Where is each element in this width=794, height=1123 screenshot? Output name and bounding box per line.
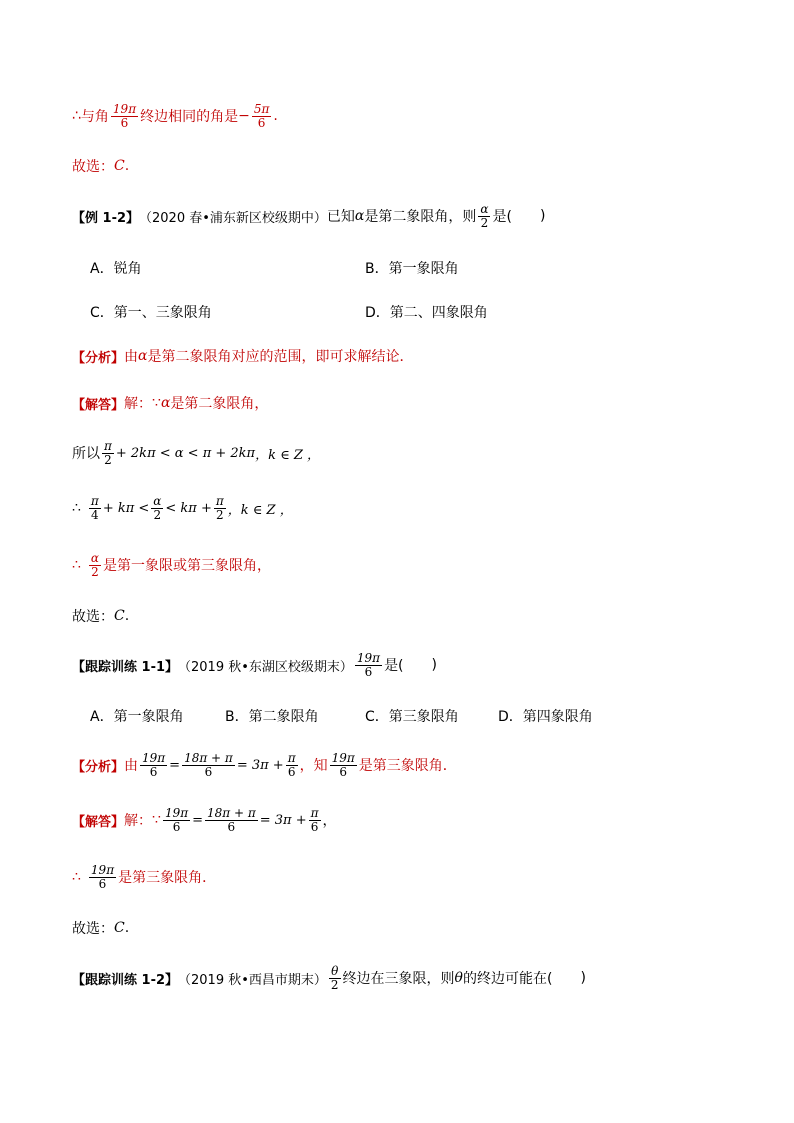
fraction-numerator: π	[215, 493, 224, 508]
fraction	[330, 752, 357, 779]
text: 是第二象限角，	[170, 396, 269, 412]
example-1-2-question	[72, 196, 545, 236]
fraction-denominator: 2	[330, 977, 339, 992]
fraction	[252, 103, 272, 130]
fraction-numerator: 18π + π	[184, 750, 233, 765]
answer-label: 故选：	[72, 921, 114, 937]
answer-value: C	[114, 920, 125, 936]
fraction-denominator: 6	[310, 819, 319, 834]
text: )	[539, 208, 546, 224]
answer-value: C	[114, 158, 125, 174]
text: 是(	[384, 658, 404, 674]
text: 由	[124, 758, 139, 774]
fraction	[329, 965, 341, 992]
answer-line-1	[72, 146, 129, 186]
fraction-numerator: π	[104, 438, 112, 453]
because-symbol: ∵	[152, 812, 161, 828]
fraction-numerator: 18π + π	[207, 805, 256, 820]
fraction-numerator: 19π	[142, 750, 166, 765]
question-source: （2020 春•浦东新区校级期中）	[139, 210, 327, 226]
expression: = 3π +	[259, 812, 307, 828]
fraction-numerator: α	[480, 201, 489, 216]
question-source: （2019 秋•东湖区校级期末）	[178, 659, 353, 675]
solution-step-2	[72, 488, 293, 528]
fraction	[111, 103, 138, 130]
fraction-denominator: 6	[149, 764, 158, 779]
text: 终边在三象限，则	[342, 971, 455, 987]
example-tag: 【例 1-2】	[72, 210, 140, 226]
answer-label: 故选：	[72, 159, 114, 175]
training-1-1-question	[72, 645, 437, 685]
fraction	[89, 864, 116, 891]
text: 是第二象限角对应的范围，即可求解结论．	[147, 349, 414, 365]
fraction-numerator: 19π	[331, 750, 355, 765]
training-tag: 【跟踪训练 1-1】	[72, 659, 179, 675]
text: 由	[124, 349, 139, 365]
option-c	[90, 300, 212, 324]
fraction-numerator: 5π	[253, 101, 270, 116]
minus-sign: −	[238, 108, 250, 124]
fraction	[102, 440, 114, 467]
text: ，k ∈ Z ，	[255, 447, 321, 463]
analysis-tag: 【分析】	[72, 350, 125, 366]
option-d	[365, 300, 488, 324]
analysis-line-2	[72, 745, 457, 785]
option-a	[90, 704, 184, 728]
alpha-symbol: α	[160, 395, 171, 411]
inequality: < kπ +	[165, 500, 212, 516]
option-label: D．第二、四象限角	[365, 305, 488, 321]
option-a	[90, 256, 142, 280]
fraction-denominator: 6	[172, 819, 181, 834]
fraction	[89, 552, 101, 579]
fraction-numerator: 19π	[356, 650, 381, 665]
option-b	[225, 704, 319, 728]
fraction	[478, 203, 490, 230]
text: )	[431, 657, 437, 673]
fraction	[355, 652, 382, 679]
question-source: （2019 秋•西昌市期末）	[178, 972, 327, 988]
text: .	[124, 608, 130, 624]
alpha-symbol: α	[138, 348, 148, 364]
fraction-numerator: α	[153, 493, 162, 508]
fraction-numerator: π	[310, 805, 319, 820]
analysis-tag: 【分析】	[72, 759, 125, 775]
text: 解：	[124, 396, 153, 412]
answer-label: 故选：	[72, 609, 114, 625]
option-c	[365, 704, 459, 728]
text: .	[124, 158, 130, 174]
fraction-denominator: 6	[287, 764, 296, 779]
fraction-denominator: 6	[120, 115, 129, 130]
text: .	[273, 108, 278, 124]
text: .	[124, 920, 130, 936]
fraction-denominator: 2	[153, 507, 162, 522]
because-symbol: ∵	[152, 395, 161, 411]
text: ，k ∈ Z ，	[227, 502, 293, 518]
equals-sign: =	[192, 812, 203, 828]
text: 已知	[326, 209, 355, 225]
text: 是第三象限角．	[358, 758, 457, 774]
fraction-numerator: π	[287, 750, 296, 765]
text: 所以	[72, 446, 100, 462]
text: )	[580, 970, 586, 986]
fraction	[89, 495, 101, 522]
training-1-2-question	[72, 958, 586, 998]
fraction-denominator: 2	[480, 215, 489, 230]
fraction	[151, 495, 163, 522]
fraction-denominator: 6	[204, 764, 213, 779]
solution-step-1	[72, 433, 320, 473]
inequality: + kπ <	[102, 500, 150, 516]
fraction-denominator: 6	[257, 115, 266, 130]
option-label: D．第四象限角	[498, 709, 593, 725]
theta-symbol: θ	[454, 970, 463, 986]
fraction-numerator: π	[90, 493, 99, 508]
fraction-numerator: α	[90, 550, 100, 565]
fraction-denominator: 6	[98, 876, 107, 891]
fraction	[182, 752, 235, 779]
fraction	[286, 752, 298, 779]
text: 解：	[124, 813, 153, 829]
option-label: A．第一象限角	[90, 709, 184, 725]
fraction-denominator: 2	[216, 507, 224, 522]
option-label: B．第二象限角	[225, 709, 319, 725]
fraction	[163, 807, 190, 834]
fraction-denominator: 4	[91, 507, 99, 522]
therefore-symbol: ∴	[72, 869, 81, 885]
solution-tag: 【解答】	[72, 397, 125, 413]
option-label: C．第一、三象限角	[90, 305, 212, 321]
text: ，	[322, 813, 337, 829]
answer-value: C	[114, 608, 125, 624]
therefore-symbol: ∴	[72, 500, 81, 516]
option-label: B．第一象限角	[365, 261, 459, 277]
fraction-denominator: 6	[364, 664, 373, 679]
solution-tag: 【解答】	[72, 814, 125, 830]
inequality: + 2kπ < α < π + 2kπ	[115, 445, 256, 461]
fraction-denominator: 6	[227, 819, 236, 834]
equals-sign: =	[169, 757, 181, 773]
fraction-numerator: 19π	[164, 805, 189, 820]
option-label: C．第三象限角	[365, 709, 459, 725]
solution-line-2	[72, 800, 337, 840]
option-label: A．锐角	[90, 261, 142, 277]
fraction-numerator: 19π	[90, 862, 115, 877]
text: 终边相同的角是	[140, 109, 239, 125]
conclusion-line-1	[72, 96, 278, 136]
fraction-numerator: 19π	[112, 101, 137, 116]
answer-line-2	[72, 596, 129, 636]
therefore-symbol: ∴	[72, 108, 81, 124]
text: 是第一象限或第三象限角，	[103, 558, 272, 574]
text: 是(	[492, 209, 512, 225]
option-b	[365, 256, 459, 280]
alpha-symbol: α	[354, 208, 365, 224]
solution-line-1	[72, 383, 268, 423]
fraction-denominator: 2	[91, 564, 99, 579]
solution-step-4	[72, 857, 216, 897]
option-d	[498, 704, 593, 728]
fraction	[140, 752, 167, 779]
answer-line-3	[72, 908, 129, 948]
fraction	[309, 807, 321, 834]
text: 的终边可能在(	[462, 971, 553, 987]
text: 是第二象限角，则	[364, 209, 477, 225]
fraction-denominator: 2	[104, 452, 112, 467]
text: ，知	[299, 758, 328, 774]
analysis-line-1	[72, 336, 413, 376]
expression: = 3π +	[236, 757, 284, 773]
training-tag: 【跟踪训练 1-2】	[72, 972, 179, 988]
fraction	[214, 495, 226, 522]
therefore-symbol: ∴	[72, 557, 81, 573]
fraction	[205, 807, 258, 834]
solution-step-3	[72, 545, 271, 585]
fraction-denominator: 6	[339, 764, 347, 779]
fraction-numerator: θ	[331, 963, 339, 978]
text: 与角	[80, 109, 109, 125]
text: 是第三象限角．	[118, 870, 217, 886]
